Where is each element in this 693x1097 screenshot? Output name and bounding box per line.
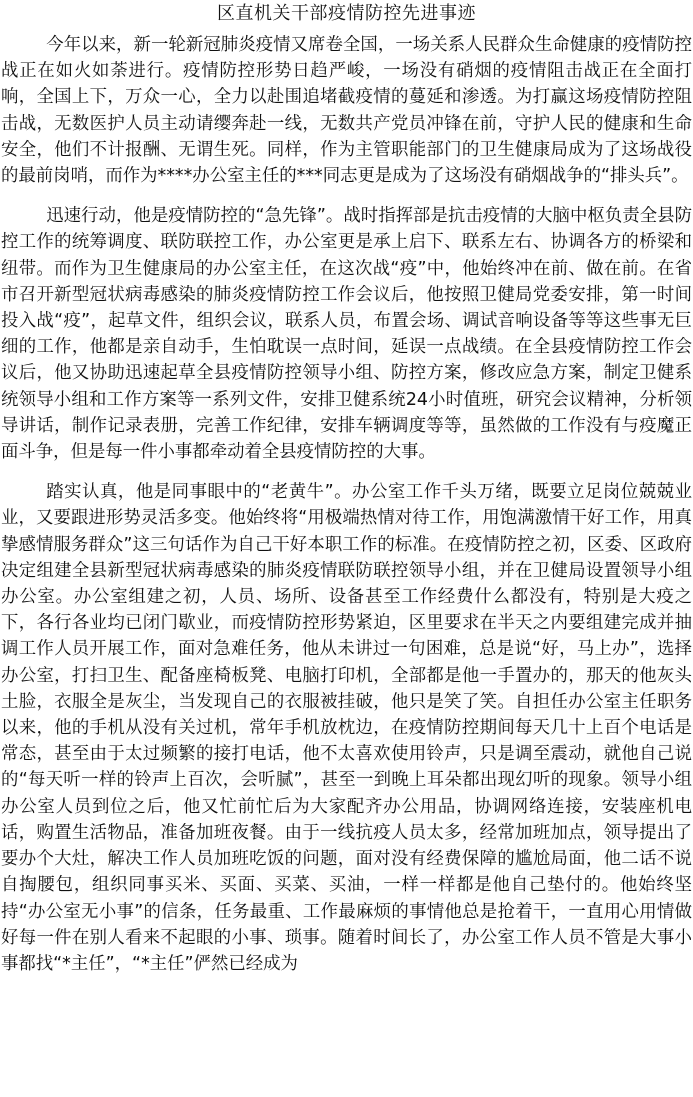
paragraph-diligent: 踏实认真，他是同事眼中的“老黄牛”。办公室工作千头万绪，既要立足岗位兢兢业业，又要跟进形势灵活多变。他始终将“用极端热情对待工作，用饱满激情干好工作，用真挚感情服务群众”这三句话作为自己干好本职工作的标准。在疫情防控之初，区委、区政府决定组建全县新型冠状病毒感染的肺炎疫情联防联控领导小组，并在卫健局设置领导小组办公室。办公室组建之初，人员、场所、设备甚至工作经费什么都没有，特别是大疫之下，各行各业均已闭门歇业，而疫情防控形势紧迫，区里要求在半天之内要组建完成并抽调工作人员开展工作，面对急难任务，他从未讲过一句困难，总是说“好，马上办”，选择办公室，打扫卫生、配备座椅板凳、电脑打印机，全部都是他一手置办的，那天的他灰头土脸，衣服全是灰尘，当发现自己的衣服被挂破，他只是笑了笑。自担任办公室主任职务以来，他的手机从没有关过机，常年手机放枕边，在疫情防控期间每天几十上百个电话是常态，甚至由于太过频繁的接打电话，他不太喜欢使用铃声，只是调至震动，就他自己说的“每天听一样的铃声上百次，会听腻”，甚至一到晚上耳朵都出现幻听的现象。领导小组办公室人员到位之后，他又忙前忙后为大家配齐办公用品，协调网络连接，安装座机电话，购置生活物品，准备加班夜餐。由于一线抗疫人员太多，经常加班加点，领导提出了要办个大灶，解决工作人员加班吃饭的问题，面对没有经费保障的尴尬局面，他二话不说自掏腰包，组织同事买米、买面、买菜、买油，一样一样都是他自己垫付的。他始终坚持“办公室无小事”的信条，任务最重、工作最麻烦的事情他总是抢着干，一直用心用情做好每一件在别人看来不起眼的小事、琐事。随着时间长了，办公室工作人员不管是大事小事都找“*主任”，“*主任”俨然已经成为 — [1, 482, 692, 974]
document-title: 区直机关干部疫情防控先进事迹 — [217, 3, 476, 24]
paragraph-rapid-action: 迅速行动，他是疫情防控的“急先锋”。战时指挥部是抗击疫情的大脑中枢负责全县防控工作的统筹调度、联防联控工作，办公室更是承上启下、联系左右、协调各方的桥梁和纽带。而作为卫生健康局的办公室主任，在这次战“疫”中，他始终冲在前、做在前。在省市召开新型冠状病毒感染的肺炎疫情防控工作会议后，他按照卫健局党委安排，第一时间投入战“疫”，起草文件，组织会议，联系人员，布置会场、调试音响设备等等这些事无巨细的工作，他都是亲自动手，生怕耽误一点时间，延误一点战绩。在全县疫情防控工作会议后，他又协助迅速起草全县疫情防控领导小组、防控方案，修改应急方案，制定卫健系统领导小组和工作方案等一系列文件，安排卫健系统24小时值班，研究会议精神，分析领导讲话，制作记录表册，完善工作纪律，安排车辆调度等等，虽然做的工作没有与疫魔正面斗争，但是每一件小事都牵动着全县疫情防控的大事。 — [1, 206, 692, 463]
paragraph-intro: 今年以来，新一轮新冠肺炎疫情又席卷全国，一场关系人民群众生命健康的疫情防控战正在如火如荼进行。疫情防控形势日趋严峻，一场没有硝烟的疫情阻击战正在全面打响，全国上下，万众一心，全力以赴围追堵截疫情的蔓延和渗透。为打赢这场疫情防控阻击战，无数医护人员主动请缨奔赴一线，无数共产党员冲锋在前，守护人民的健康和生命安全，他们不计报酬、无谓生死。同样，作为主管职能部门的卫生健康局成为了这场战役的最前岗哨，而作为****办公室主任的***同志更是成为了这场没有硝烟战争的“排头兵”。 — [1, 35, 692, 187]
